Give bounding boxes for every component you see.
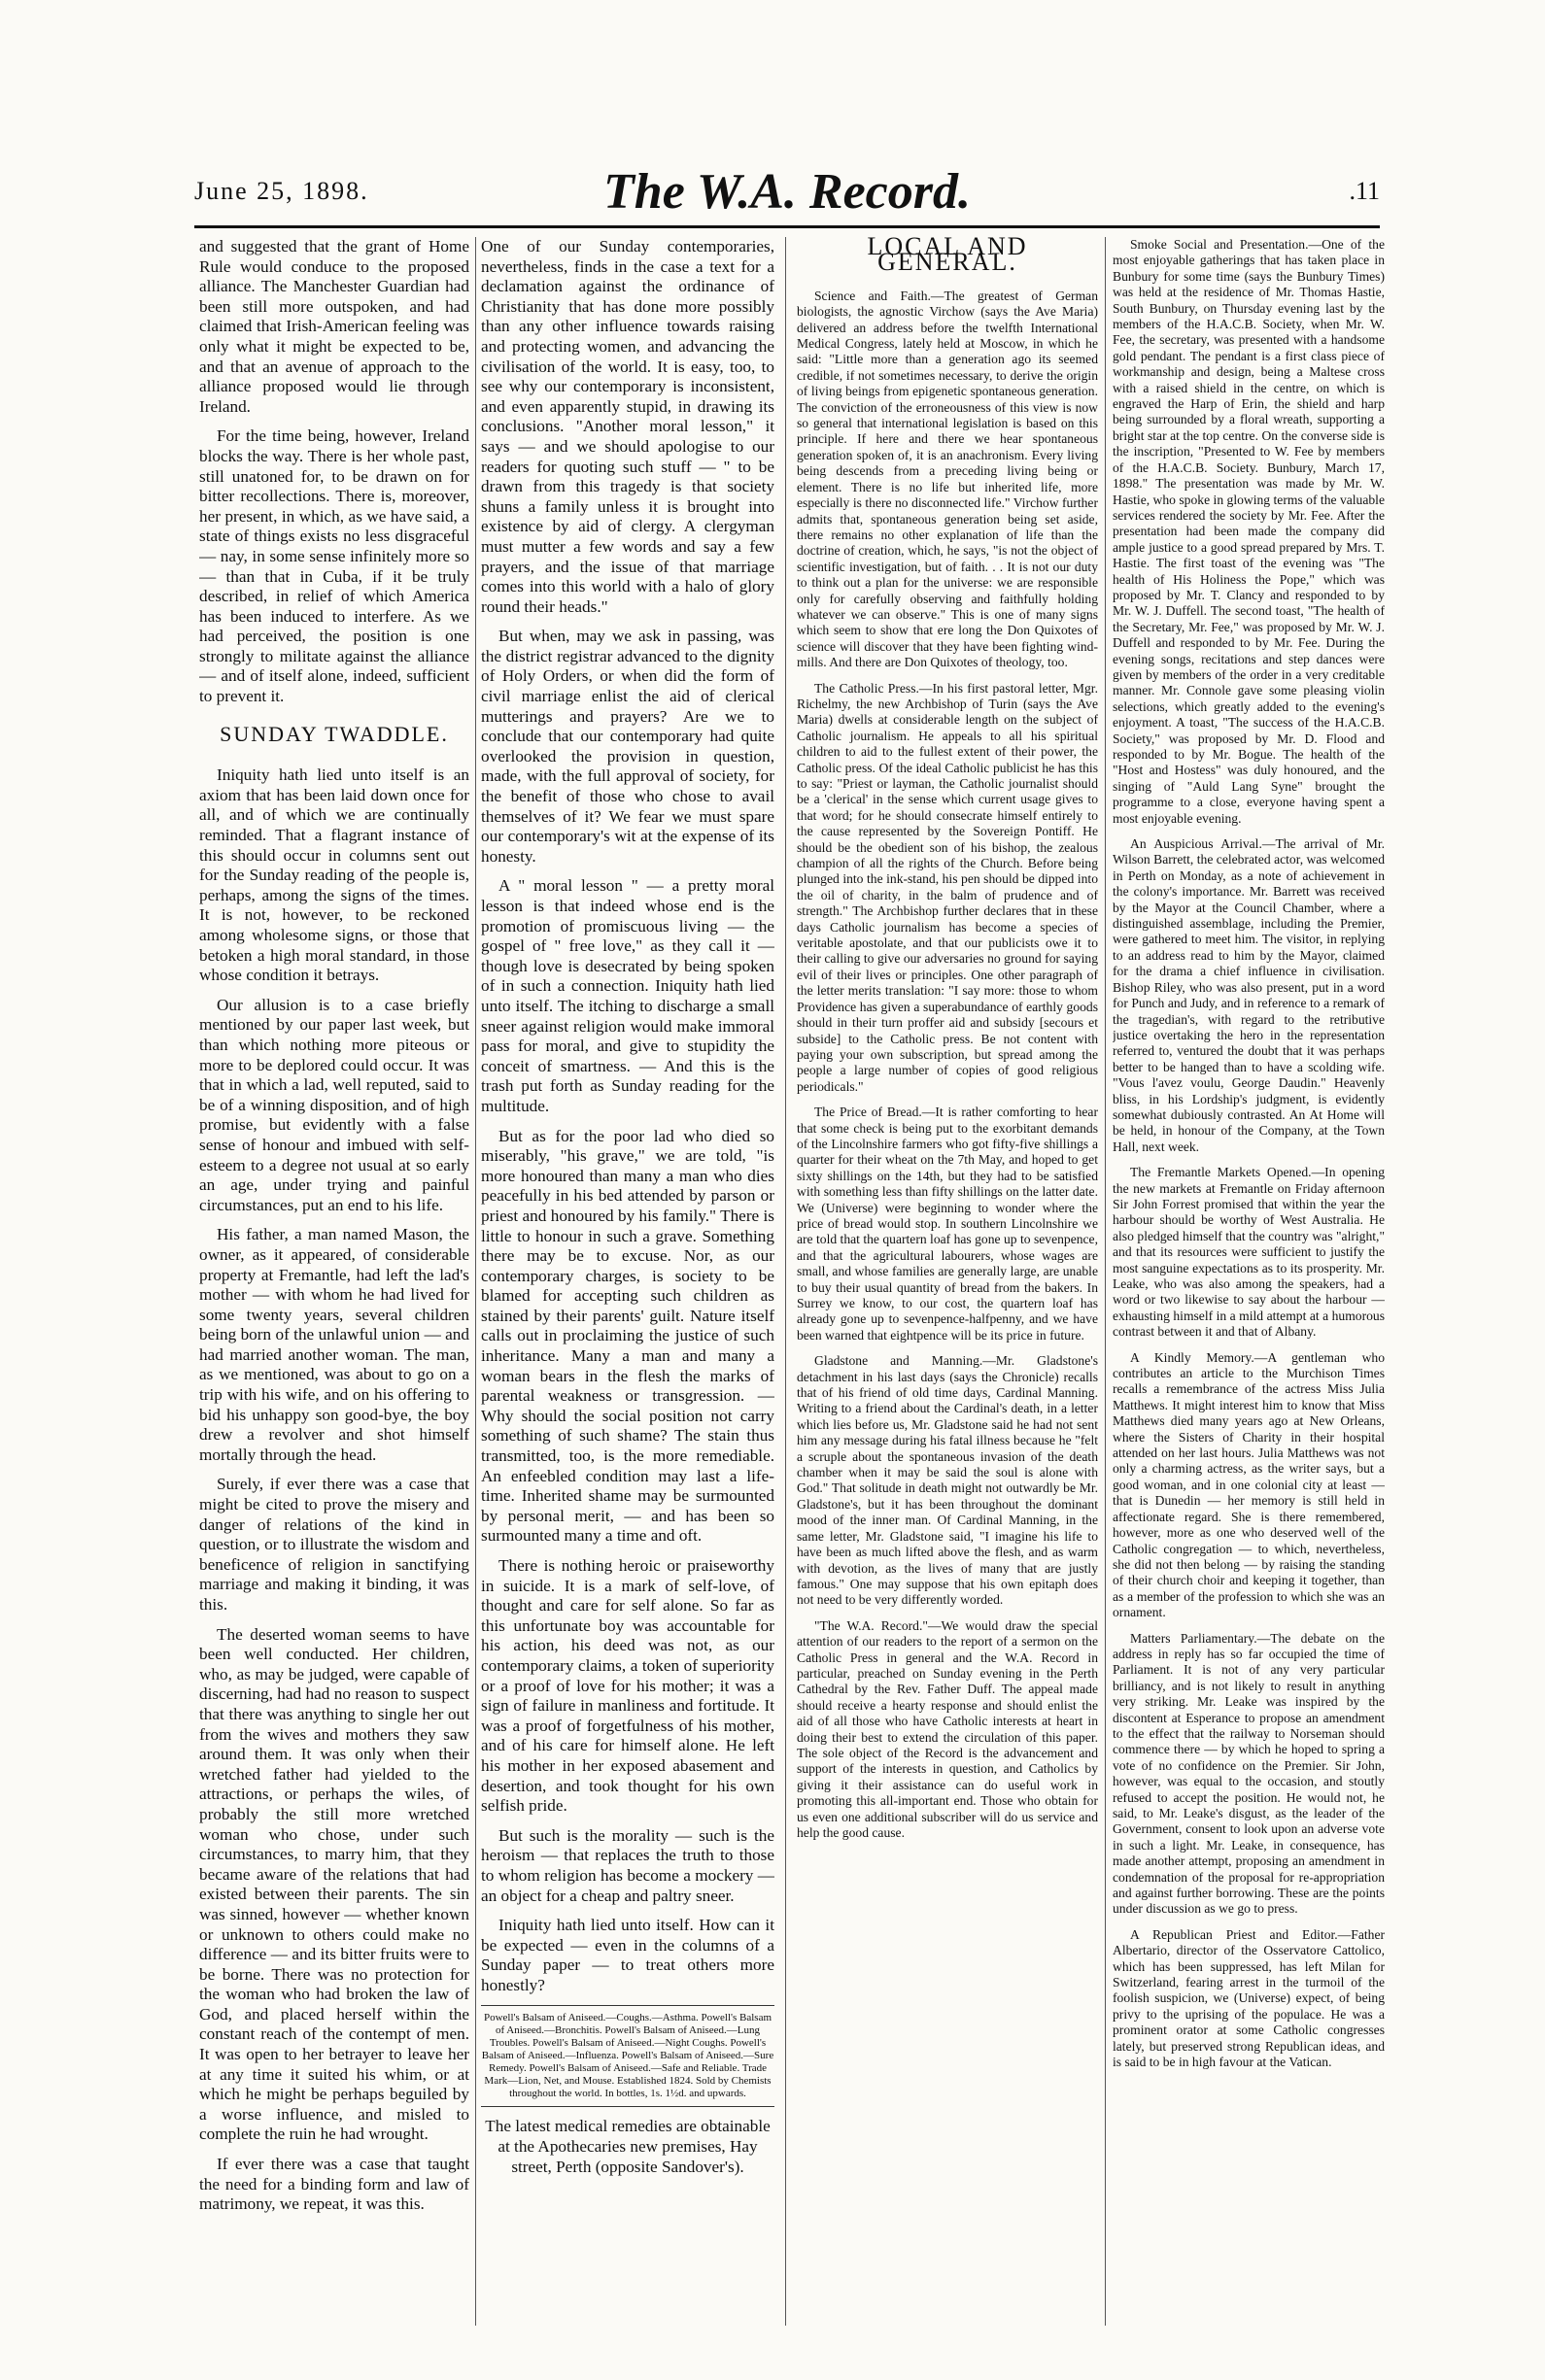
issue-date: June 25, 1898. bbox=[194, 177, 369, 205]
masthead: The W.A. Record. bbox=[603, 164, 971, 220]
column-4 bbox=[1113, 237, 1385, 2326]
column-divider bbox=[785, 237, 786, 2326]
paragraph: But when, may we ask in passing, was the district registrar advanced to the dignity of Holy Orders, or when did the form of civil marriage enlist the aid of clerical mutterings and prayers? Are we to conclude that our contemporary had quite overlooked the provision in question, made, with the full approval of society, for the benefit of those who chose to avail themselves of it? We fear we must spare our contemporary's wit at the expense of its honesty. bbox=[481, 627, 774, 866]
column-1 bbox=[199, 237, 469, 2326]
paragraph: An Auspicious Arrival.—The arrival of Mr. Wilson Barrett, the celebrated actor, was welcomed in Perth on Monday, as a note of achievement in the colony's importance. Mr. Barrett was received by the Mayor at the Council Chamber, where a distinguished assemblage, including the Premier, were gathered to meet him. The visitor, in replying to an address read to him by the Mayor, claimed for the drama a chief influence in civilisation. Bishop Riley, who was also present, put in a word for Punch and Judy, and in reference to a remark of the tragedian's, with regard to the retributive justice overtaking the hero in the representation referred to, ventured the doubt that it was perhaps better to be hanged than to have a scolding wife. "Vous l'avez voulu, George Daudin." Heavenly bliss, in his Lordship's judgment, is evidently somewhat dubiously contrasted. An At Home will be held, in honour of the Company, at the Town Hall, next week. bbox=[1113, 836, 1385, 1154]
paragraph: The deserted woman seems to have been well conducted. Her children, who, as may be judged, were capable of discerning, had had no reason to suspect that there was anything to single her out from the wives and mothers they saw around them. It was only when their wretched father had yielded to the attractions, or perhaps the wiles, of probably the still more wretched woman who chose, under such circumstances, to marry him, that they became aware of the relations that had existed between their parents. The sin was sinned, however — whether known or unknown to others could make no difference — and its bitter fruits were to be borne. There was no protection for the woman who had broken the law of God, and placed herself within the constant reach of the contempt of men. It was open to her betrayer to leave her at any time it suited his whim, or at which he might be perhaps beguiled by a worse influence, and misled to complete the ruin he had wrought. bbox=[199, 1624, 469, 2144]
paragraph: His father, a man named Mason, the owner, as it appeared, of considerable property at Fremantle, had left the lad's mother — with whom he had lived for some twenty years, several children being born of the unlawful union — and had married another woman. The man, as we mentioned, was about to go on a trip with his wife, and on his offering to bid his unhappy son good-bye, the boy drew a revolver and shot himself mortally through the head. bbox=[199, 1225, 469, 1464]
column-divider bbox=[475, 237, 476, 2326]
paragraph: A Kindly Memory.—A gentleman who contributes an article to the Murchison Times recalls a remembrance of the actress Miss Julia Matthews. It might interest him to know that Miss Matthews died many years ago at New Orleans, where the Sisters of Charity in their hospital attended on her last hours. Julia Matthews was not only a charming actress, as the writer says, but a good woman, and in one colonial city at least — that is Dunedin — her memory is still held in affectionate regard. She is there remembered, however, more as one who deserved well of the Catholic congregation — to which, nevertheless, she did not then belong — by raising the standing of their church choir and keeping it together, than as a member of the profession to which she was an ornament. bbox=[1113, 1349, 1385, 1620]
paragraph: A " moral lesson " — a pretty moral lesson is that indeed whose end is the promotion of promiscuous living — the gospel of " free love," as they call it — though love is desecrated by being spoken of in such a connection. Iniquity hath lied unto itself. The itching to discharge a small sneer against religion would make immoral pass for moral, and give to stupidity the conceit of smartness. — And this is the trash put forth as Sunday reading for the multitude. bbox=[481, 876, 774, 1115]
paragraph: "The W.A. Record."—We would draw the special attention of our readers to the report of a sermon on the Catholic Press in general and the W.A. Record in particular, preached on Sunday evening in the Perth Cathedral by the Rev. Father Duff. The appeal made should receive a hearty response and should enlist the aid of all those who have Catholic interests at heart in doing their best to extend the circulation of this paper. The sole object of the Record is the advancement and support of the interests in question, and Catholics by giving it their assistance can do useful work in promoting this all-important end. Those who obtain for us even one additional subscriber will do us service and help the good cause. bbox=[797, 1617, 1098, 1840]
paragraph: A Republican Priest and Editor.—Father Albertario, director of the Osservatore Cattolico, which has been suppressed, has left Milan for Switzerland, fearing arrest in the turmoil of the foolish suspicion, we (Universe) expect, of being privy to the uprising of the populace. He was a prominent orator at some Catholic congresses lately, but preserved strong Republican ideas, and is said to be in high favour at the Vatican. bbox=[1113, 1926, 1385, 2070]
column-2 bbox=[481, 237, 774, 2326]
paragraph: The Fremantle Markets Opened.—In opening the new markets at Fremantle on Friday afternoon Sir John Forrest promised that within the year the harbour should be worthy of West Australia. He also pledged himself that the country was "alright," and that its resources were sufficient to justify the most sanguine expectations as to its prosperity. Mr. Leake, who was also among the speakers, had a word or two likewise to say about the harbour — exhausting himself in a mild attempt at a humorous contrast between it and that of Albany. bbox=[1113, 1165, 1385, 1340]
paragraph: and suggested that the grant of Home Rule would conduce to the proposed alliance. The Manchester Guardian had been still more outspoken, and had claimed that Irish-American feeling was only what it might be expected to be, and that an avenue of approach to the alliance proposed would lie through Ireland. bbox=[199, 237, 469, 416]
paragraph: One of our Sunday contemporaries, nevertheless, finds in the case a text for a declamation against the ordinance of Christianity that has done more possibly than any other influence towards raising and protecting women, and advancing the civilisation of the world. It is easy, too, to see why our contemporary is inconsistent, and even apparently stupid, in drawing its conclusions. "Another moral lesson," it says — and we should apologise to our readers for quoting such stuff — " to be drawn from this tragedy is that society shuns a family unless it is brought into existence by aid of clergy. A clergyman must mutter a few words and say a few prayers, and the issue of that marriage comes into this world with a halo of glory round their heads." bbox=[481, 237, 774, 616]
article-heading: SUNDAY TWADDLE. bbox=[220, 721, 449, 746]
paragraph: Science and Faith.—The greatest of German biologists, the agnostic Virchow (says the Ave Maria) delivered an address before the twelfth International Medical Congress, lately held at Moscow, in which he said: "Little more than a generation ago its seemed credible, if not sometimes necessary, to derive the origin of living beings from epigenetic spontaneous generation. The conviction of the erroneousness of this view is now so general that international legislation is based on this principle. If here and there we hear spontaneous generation spoken of, it is an anachronism. Every living being descends from a preceding living being or element. There is no life but inherited life, more especially is there no disconnected life." Virchow further admits that, spontaneous generation being set aside, there remains no other explanation of life than the doctrine of creation, which, he says, "is not the object of scientific investigation, but of faith. . . It is not our duty to think out a plan for the universe: we are responsible only for carefully observing and faithfully holding whatever we can observe." This is one of many signs which seem to show that ere long the Don Quixotes of science will discover that they have been fighting wind-mills. And there are Don Quixotes of theology, too. bbox=[797, 288, 1098, 670]
header-rule bbox=[194, 225, 1380, 228]
paragraph: Surely, if ever there was a case that might be cited to prove the misery and danger of relations of the kind in question, or to illustrate the wisdom and beneficence of religion in sanctifying marriage and making it binding, it was this. bbox=[199, 1475, 469, 1614]
paragraph: Iniquity hath lied unto itself is an axiom that has been laid down once for all, and of which we are continually reminded. That a flagrant instance of this should occur in columns sent out for the Sunday reading of the people is, perhaps, among the signs of the times. It is not, however, to be reckoned among wholesome signs, or those that betoken a high moral standard, in those whose condition it betrays. bbox=[199, 765, 469, 985]
paragraph: Our allusion is to a case briefly mentioned by our paper last week, but than which nothing more piteous or more to be deplored could occur. It was that in which a lad, well reputed, said to be of a winning disposition, and of high promise, but evidently with a false sense of honour and imbued with self-esteem to a degree not usual at so early an age, under trying and painful circumstances, put an end to his life. bbox=[199, 995, 469, 1214]
page-header bbox=[194, 165, 1380, 223]
paragraph: Smoke Social and Presentation.—One of the most enjoyable gatherings that has taken place in Bunbury for some time (says the Bunbury Times) was held at the residence of Mr. Thomas Hastie, South Bunbury, on Thursday evening last by the members of the H.A.C.B. Society, when Mr. W. Fee, the secretary, was presented with a handsome gold pendant. The pendant is a first class piece of workmanship and design, being a Maltese cross with a raised shield in the centre, on which is engraved the Harp of Erin, the shield and harp being surrounded by a floral wreath, supporting a bright star at the top centre. On the converse side is the inscription, "Presented to W. Fee by members of the H.A.C.B. Society. Bunbury, March 17, 1898." The presentation was made by Mr. W. Hastie, who spoke in glowing terms of the valuable services rendered the society by Mr. Fee. After the presentation had been made the company did ample justice to a good spread prepared by Mrs. T. Hastie. The first toast of the evening was "The health of His Holiness the Pope," which was proposed by Mr. T. Clancy and responded to by Mr. W. J. Duffell. The second toast, "The health of the Secretary, Mr. Fee," was proposed by Mr. W. J. Duffell and responded to by Mr. Fee. During the evening songs, recitations and step dances were given by members of the order in a very creditable manner. Mr. Connole gave some pleasing violin selections, which greatly added to the evening's enjoyment. A toast, "The success of the H.A.C.B. Society," was proposed by Mr. D. Flood and responded to by Mr. Bogue. The health of the "Host and Hostess" was duly honoured, and the singing of "Auld Lang Syne" brought the programme to a close, everyone having spent a most enjoyable evening. bbox=[1113, 237, 1385, 826]
paragraph: But such is the morality — such is the heroism — that replaces the truth to those to whom religion has become a mockery — an object for a cheap and paltry sneer. bbox=[481, 1825, 774, 1905]
paragraph: Iniquity hath lied unto itself. How can it be expected — even in the columns of a Sunday paper — to treat others more honestly? bbox=[481, 1916, 774, 1994]
column-divider bbox=[1105, 237, 1106, 2326]
advertisement: Powell's Balsam of Aniseed.—Coughs.—Asthma. Powell's Balsam of Aniseed.—Bronchitis. Powell's Balsam of Aniseed.—Lung Troubles. Powell's Balsam of Aniseed.—Night Coughs. Powell's Balsam of Aniseed.—Influenza. Powell's Balsam of Aniseed.—Sure Remedy. Powell's Balsam of Aniseed.—Safe and Reliable. Trade Mark—Lion, Net, and Mouse. Established 1824. Sold by Chemists throughout the world. In bottles, 1s. 1½d. and upwards. bbox=[481, 2005, 774, 2107]
column-3 bbox=[797, 237, 1098, 2326]
paragraph: The Catholic Press.—In his first pastoral letter, Mgr. Richelmy, the new Archbishop of Turin (says the Ave Maria) dwells at considerable length on the subject of Catholic journalism. He appeals to all his spiritual children to aid to the fullest extent of their power, the Catholic press. Of the ideal Catholic publicist he has this to say: "Priest or layman, the Catholic journalist should be a 'clerical' in the sense which current usage gives to that word; for he should consecrate himself entirely to the cause represented by the Sovereign Pontiff. He should be the obedient son of his bishop, the zealous champion of all the rights of the Church. Before being plunged into the ink-stand, his pen should be dipped into the oil of charity, in the balm of prudence and of strength." The Archbishop further declares that in these days Catholic journalism has become a species of veritable apostolate, and that our publicists owe it to their calling to give our adversaries no ground for saying evil of their lives or principles. One other paragraph of the letter merits translation: "I say more: those to whom Providence has given a superabundance of earthly goods should in their turn proffer aid and subsidy [secours et subside] to the Catholic press. Be not content with paying your own subscription, but spread among the people a large number of copies of good religious periodicals." bbox=[797, 680, 1098, 1094]
paragraph: But as for the poor lad who died so miserably, "his grave," we are told, "is more honoured than many a man who dies peacefully in his bed attended by parson or priest and honoured by his family." There is little to honour in such a grave. Something there may be to excuse. Nor, as our contemporary charges, is society to be blamed for accepting such children as stained by their parents' guilt. Nature itself calls out in proclaiming the justice of such inheritance. Many a man and many a woman bears in the flesh the marks of parental weakness or transgression. — Why should the social position not carry something of such shame? The stain thus transmitted, too, is the more remediable. An enfeebled condition may last a life-time. Inherited shame may be surmounted by personal merit, — and has been so surmounted many a time and oft. bbox=[481, 1126, 774, 1546]
section-heading: LOCAL AND GENERAL. bbox=[867, 237, 1028, 277]
paragraph: There is nothing heroic or praiseworthy in suicide. It is a mark of self-love, of thought and care for self alone. So far as this unfortunate boy was accountable for his action, his deed was not, as our contemporary claims, a token of superiority or a proof of love for his mother; it was a sign of failure in manliness and fortitude. It was a proof of forgetfulness of his mother, and of his care for himself alone. He left his mother in her exposed abasement and desertion, and took thought for his own selfish pride. bbox=[481, 1556, 774, 1816]
paragraph: For the time being, however, Ireland blocks the way. There is her whole past, still unatoned for, to be drawn on for bitter recollections. There is, moreover, her present, in which, as we have said, a state of things exists no less disgraceful — nay, in some sense infinitely more so — than that in Cuba, if it be truly described, in relief of which America has been induced to interfere. As we had perceived, the position is one strongly to militate against the alliance — and of itself alone, indeed, sufficient to prevent it. bbox=[199, 426, 469, 706]
paragraph: Gladstone and Manning.—Mr. Gladstone's detachment in his last days (says the Chronicle) recalls that of his friend of old time days, Cardinal Manning. Writing to a friend about the Cardinal's death, in a letter which lies before us, Mr. Gladstone said he had not sent him any message during his fatal illness because he "felt a scruple about the spontaneous invasion of the death chamber when it may be said the soul is alone with God." That solitude in death might not outwardly be Mr. Gladstone's, but it has been throughout the dominant mood of the inner man. Of Cardinal Manning, in the same letter, Mr. Gladstone said, "I imagine his life to have been as much lifted above the flesh, and as warm with devotion, as the lives of many that are justly famous." One may suppose that his own epitaph does not need to be very differently worded. bbox=[797, 1353, 1098, 1608]
paragraph: The latest medical remedies are obtainable at the Apothecaries new premises, Hay street, Perth (opposite Sandover's). bbox=[485, 2117, 771, 2176]
paragraph: The Price of Bread.—It is rather comforting to hear that some check is being put to the exorbitant demands of the Lincolnshire farmers who got fifty-five shillings a quarter for their wheat on the 7th May, and hoped to get sixty shillings on the 14th, but they had to be satisfied with something less than fifty shillings on the latter date. We (Universe) were beginning to wonder where the price of bread would stop. In southern Lincolnshire we are told that the quartern loaf has gone up to sevenpence, and that the agricultural labourers, whose wages are small, and whose families are generally large, are unable to buy their usual quantity of bread from the bakers. In Surrey we know, to our cost, the quartern loaf has already gone up to sevenpence-halfpenny, and we have been warned that eightpence will be its price in future. bbox=[797, 1105, 1098, 1343]
paragraph: If ever there was a case that taught the need for a binding form and law of matrimony, we repeat, it was this. bbox=[199, 2155, 469, 2214]
page-number: .11 bbox=[1349, 177, 1380, 205]
paragraph: Matters Parliamentary.—The debate on the address in reply has so far occupied the time of Parliament. It is not of any very particular brilliancy, and is not likely to result in anything very striking. Mr. Leake was inspired by the discontent at Esperance to propose an amendment to the effect that the railway to Norseman should commence there — by which he hoped to spring a vote of no confidence on the Premier. Sir John, however, was equal to the occasion, and stoutly refused to accept the position. He would not, he said, to Mr. Leake's disgust, as the leader of the Government, consent to look upon an adverse vote in such a light. Mr. Leake, in consequence, has made another attempt, proposing an amendment in condemnation of the proposal for re-appropriation and against further borrowing. These are the points under discussion as we go to press. bbox=[1113, 1630, 1385, 1917]
